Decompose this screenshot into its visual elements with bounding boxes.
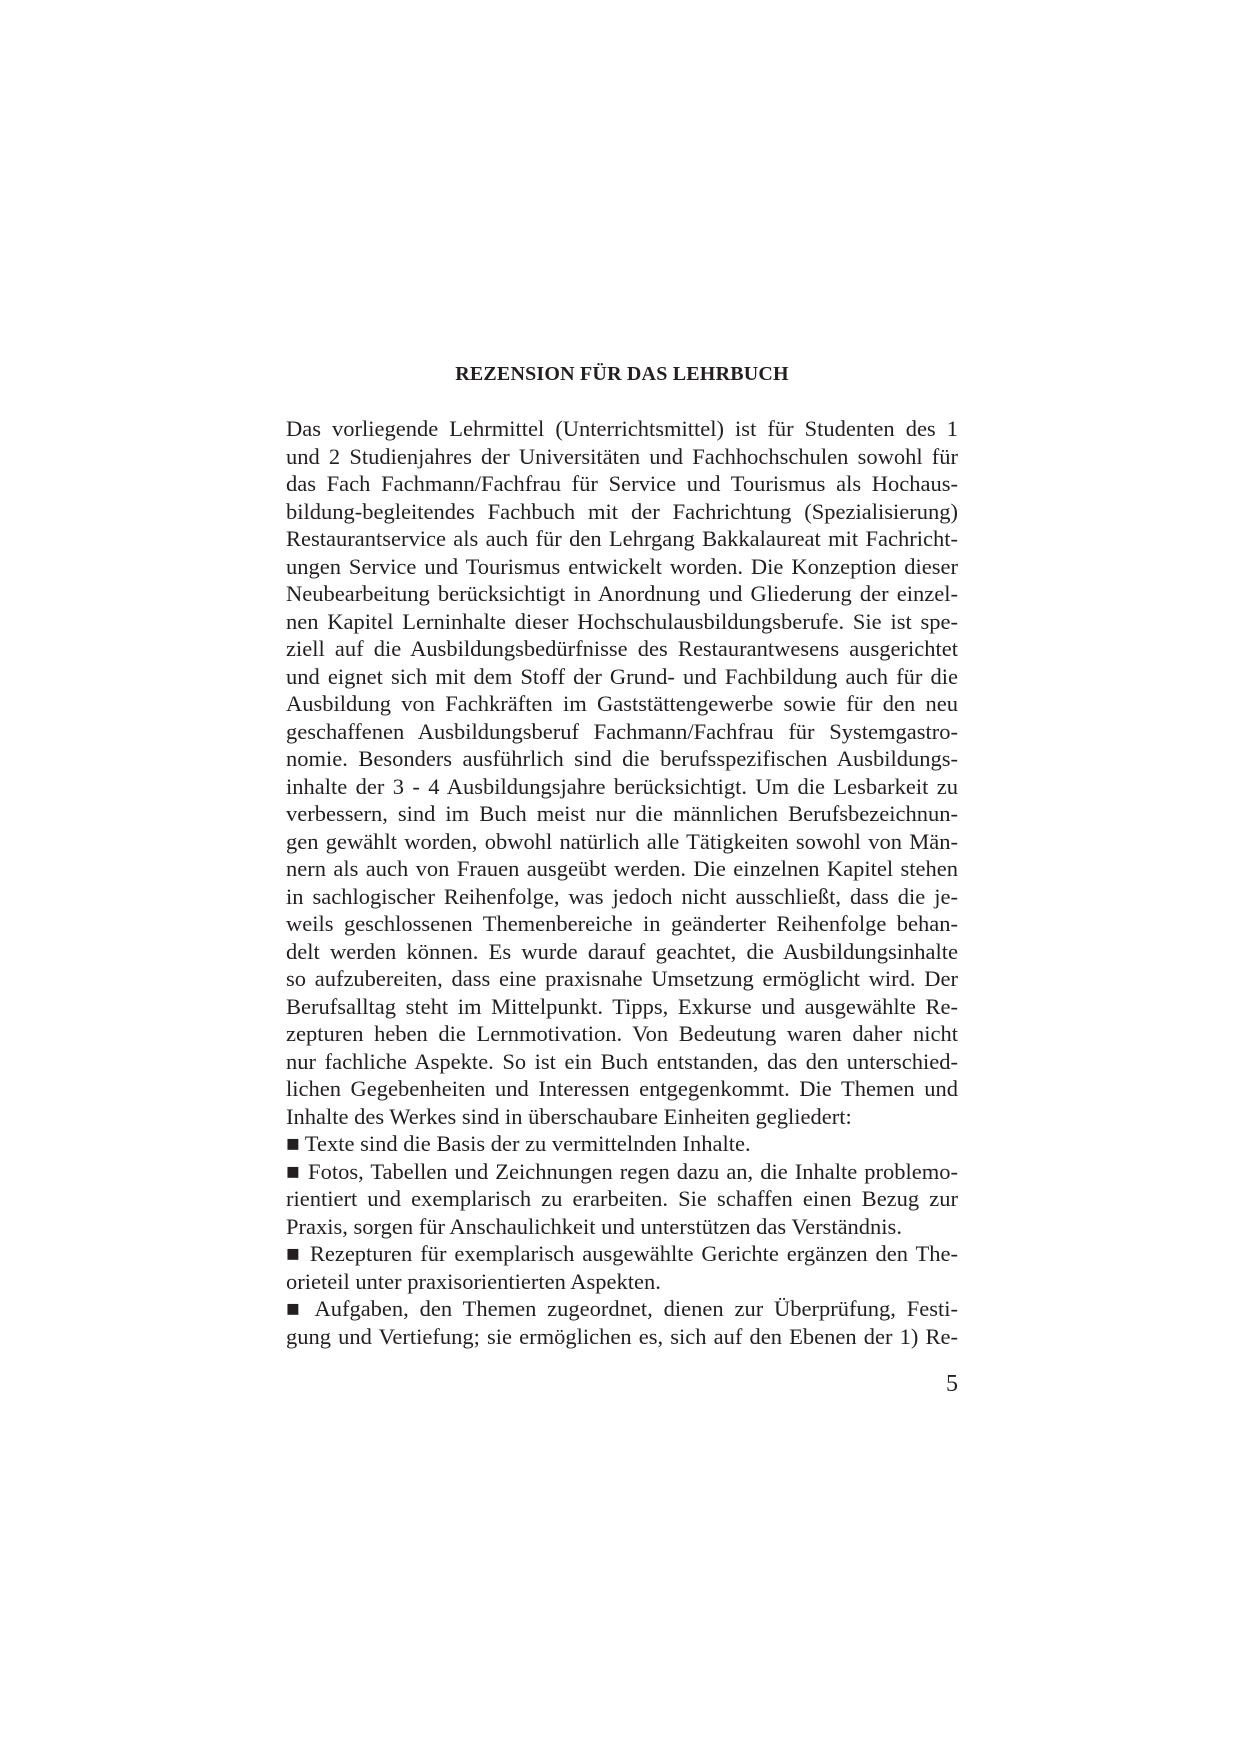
text-line: nomie. Besonders ausführlich sind die berufsspezifischen Ausbildungs- <box>286 746 958 771</box>
text-line: nen Kapitel Lerninhalte dieser Hochschulausbildungsberufe. Sie ist spe- <box>286 608 958 634</box>
page-number: 5 <box>946 1371 958 1397</box>
text-line: gen gewählt worden, obwohl natürlich alle Tätigkeiten sowohl von Män- <box>286 828 958 854</box>
text-line: rientiert und exemplarisch zu erarbeiten. Sie schaffen einen Bezug zur <box>286 1186 958 1211</box>
text-line: Restaurantservice als auch für den Lehrgang Bakkalaureat mit Fachricht- <box>286 526 958 551</box>
text-line: Praxis, sorgen für Anschaulichkeit und unterstützen das Verständnis. <box>286 1213 902 1239</box>
text-line: delt werden können. Es wurde darauf geachtet, die Ausbildungsinhalte <box>286 938 958 964</box>
text-line: und 2 Studienjahres der Universitäten und Fachhochschulen sowohl für <box>286 443 958 469</box>
body-text <box>286 415 958 1350</box>
text-line: weils geschlossenen Themenbereiche in geänderter Reihenfolge behan- <box>286 911 958 936</box>
text-line: bildung-begleitendes Fachbuch mit der Fachrichtung (Spezialisierung) <box>286 498 958 524</box>
text-line: inhalte der 3 - 4 Ausbildungsjahre berücksichtigt. Um die Lesbarkeit zu <box>286 773 958 799</box>
text-line: verbessern, sind im Buch meist nur die männlichen Berufsbezeichnun- <box>286 801 958 826</box>
text-line: nur fachliche Aspekte. So ist ein Buch entstanden, das den unterschied- <box>286 1048 958 1074</box>
text-line: Berufsalltag steht im Mittelpunkt. Tipps, Exkurse und ausgewählte Re- <box>286 993 958 1019</box>
page-title: REZENSION FÜR DAS LEHRBUCH <box>455 363 789 385</box>
text-line: ■ Texte sind die Basis der zu vermittelnden Inhalte. <box>286 1131 751 1156</box>
text-line: nern als auch von Frauen ausgeübt werden. Die einzelnen Kapitel stehen <box>286 856 958 881</box>
text-line: so aufzubereiten, dass eine praxisnahe Umsetzung ermöglicht wird. Der <box>286 966 958 991</box>
text-line: Inhalte des Werkes sind in überschaubare Einheiten gegliedert: <box>286 1103 852 1129</box>
text-line: ungen Service und Tourismus entwickelt worden. Die Konzeption dieser <box>286 553 958 579</box>
text-line: Das vorliegende Lehrmittel (Unterrichtsmittel) ist für Studenten des 1 <box>286 416 958 441</box>
text-line: lichen Gegebenheiten und Interessen entgegenkommt. Die Themen und <box>286 1076 958 1101</box>
text-line: geschaffenen Ausbildungsberuf Fachmann/Fachfrau für Systemgastro- <box>286 718 958 744</box>
text-line: zepturen heben die Lernmotivation. Von Bedeutung waren daher nicht <box>286 1021 958 1046</box>
text-line: ■ Rezepturen für exemplarisch ausgewählte Gerichte ergänzen den The- <box>286 1241 958 1266</box>
text-line: Neubearbeitung berücksichtigt in Anordnung und Gliederung der einzel- <box>286 581 958 606</box>
text-line: in sachlogischer Reihenfolge, was jedoch nicht ausschließt, dass die je- <box>286 883 958 909</box>
text-line: Ausbildung von Fachkräften im Gaststättengewerbe sowie für den neu <box>286 691 958 716</box>
text-line: ■ Fotos, Tabellen und Zeichnungen regen dazu an, die Inhalte problemo- <box>286 1158 958 1184</box>
text-line: und eignet sich mit dem Stoff der Grund- und Fachbildung auch für die <box>286 663 958 689</box>
text-line: das Fach Fachmann/Fachfrau für Service und Tourismus als Hochaus- <box>286 471 958 496</box>
text-line: ziell auf die Ausbildungsbedürfnisse des Restaurantwesens ausgerichtet <box>286 636 958 661</box>
text-line: gung und Vertiefung; sie ermöglichen es, sich auf den Ebenen der 1) Re- <box>286 1323 958 1349</box>
text-line: ■ Aufgaben, den Themen zugeordnet, dienen zur Überprüfung, Festi- <box>286 1296 958 1321</box>
text-line: orieteil unter praxisorientierten Aspekten. <box>286 1268 661 1294</box>
